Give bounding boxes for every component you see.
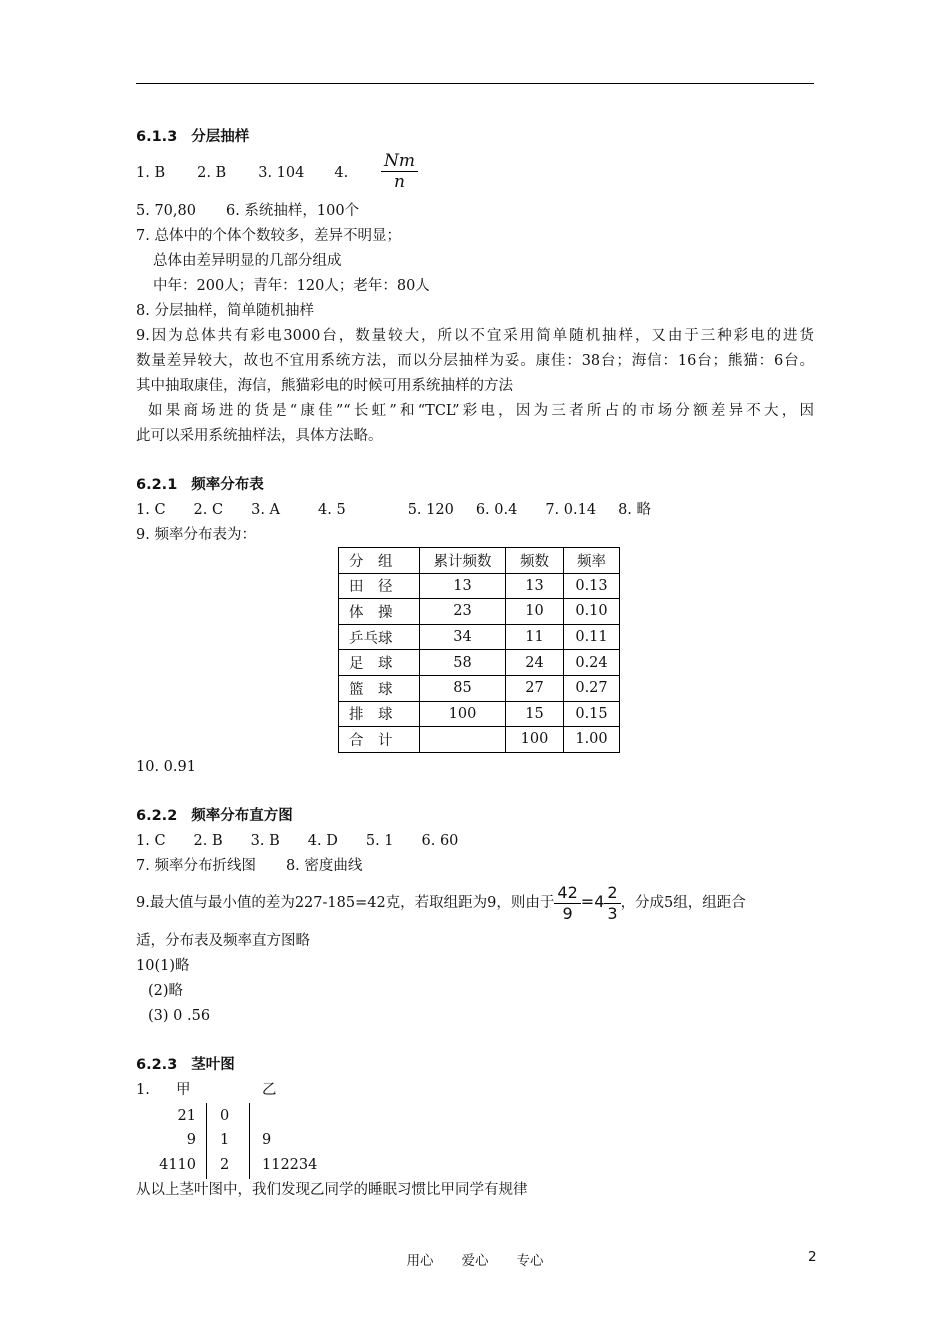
table-row	[339, 675, 620, 701]
answer-7: 7. 0.14	[545, 502, 597, 518]
leaf-left: 4110	[159, 1157, 196, 1173]
page-number: 2	[808, 1249, 817, 1265]
stem-right-divider	[249, 1103, 250, 1179]
table-cell: 篮 球	[339, 675, 420, 701]
table-cell: 0.27	[564, 675, 620, 701]
answer-1: 1. B	[136, 165, 166, 181]
table-cell: 100	[506, 727, 564, 753]
answer-1: 1. C	[136, 502, 166, 518]
answer-9-label: 9. 频率分布表为：	[136, 527, 256, 543]
header-cell: 频率	[564, 548, 620, 574]
footer-item: 爱心	[461, 1253, 489, 1269]
header-rule	[136, 83, 814, 84]
answer-7: 7. 频率分布折线图	[136, 858, 256, 874]
section-number: 6.2.1	[136, 477, 178, 493]
section-6-1-3-heading	[136, 127, 249, 147]
answer-3: 3. B	[250, 833, 280, 849]
answer-2: 2. B	[193, 833, 223, 849]
leaf-left: 21	[177, 1108, 196, 1124]
leaf-right: 112234	[262, 1157, 318, 1173]
table-cell: 体 操	[339, 599, 420, 625]
footer-item: 用心	[406, 1253, 434, 1269]
answer-4: 4. D	[307, 833, 338, 849]
answer-3: 3. A	[251, 502, 281, 518]
leaf-right: 9	[262, 1132, 272, 1148]
table-row	[339, 650, 620, 676]
section-number: 6.2.3	[136, 1057, 178, 1073]
table-cell: 合 计	[339, 727, 420, 753]
equals-four: =4	[580, 892, 605, 911]
table-row	[339, 727, 620, 753]
table-row	[339, 701, 620, 727]
answer-line-1-8	[136, 500, 651, 520]
fraction-denominator: 9	[562, 903, 573, 923]
answer-4-label: 4.	[334, 165, 349, 181]
answer-9-line-1: 9.因为总体共有彩电3000台，数量较大，所以不宜采用简单随机抽样，又由于三种彩电的进货	[136, 328, 814, 344]
table-cell: 0.24	[564, 650, 620, 676]
section-title: 频率分布直方图	[191, 808, 293, 824]
table-cell: 田 径	[339, 573, 420, 599]
table-cell: 13	[506, 573, 564, 599]
answer-9-line-2: 适，分布表及频率直方图略	[136, 933, 310, 949]
stem-leaf-header	[136, 1080, 150, 1100]
answer-line-5-6	[136, 201, 359, 221]
section-title: 频率分布表	[191, 477, 264, 493]
table-cell: 13	[420, 573, 506, 599]
section-number: 6.1.3	[136, 129, 178, 145]
question-number: 1.	[136, 1082, 150, 1098]
answer-9-line-1	[136, 882, 746, 924]
answer-5: 5. 120	[407, 502, 454, 518]
table-cell: 15	[506, 701, 564, 727]
footer-item: 专心	[516, 1253, 544, 1269]
leaf-left: 9	[186, 1132, 196, 1148]
label-jia: 甲	[176, 1082, 191, 1098]
table-cell: 23	[420, 599, 506, 625]
table-cell: 0.11	[564, 624, 620, 650]
stem-leaf-plot	[136, 1103, 536, 1179]
answer-2: 2. C	[193, 502, 224, 518]
answer-10-1: 10(1)略	[136, 958, 190, 974]
table-cell: 10	[506, 599, 564, 625]
table-cell: 1.00	[564, 727, 620, 753]
answer-line-7-8	[136, 856, 362, 876]
answer-10-3: (3) 0 .56	[148, 1008, 211, 1024]
table-header-row	[339, 548, 620, 574]
table-cell: 足 球	[339, 650, 420, 676]
label-yi: 乙	[262, 1082, 277, 1098]
fraction-numerator: Nm	[381, 151, 418, 172]
answer-8: 8. 略	[618, 502, 652, 518]
table-cell	[420, 727, 506, 753]
answer-10-2: (2)略	[148, 983, 184, 999]
fraction-denominator: n	[394, 172, 405, 192]
header-cell: 分 组	[339, 548, 420, 574]
table-row	[339, 624, 620, 650]
section-title: 茎叶图	[191, 1057, 235, 1073]
stem-leaf-conclusion: 从以上茎叶图中，我们发现乙同学的睡眠习惯比甲同学有规律	[136, 1182, 528, 1198]
section-6-2-1-heading	[136, 475, 264, 495]
answer-9-line-4: 如果商场进的货是“康佳”“长虹”和“TCL”彩电，因为三者所占的市场分额差异不大，因	[148, 403, 814, 419]
fraction-42-over-9	[554, 883, 580, 924]
table-row	[339, 599, 620, 625]
answer-5: 5. 1	[365, 833, 394, 849]
stem-value: 2	[220, 1157, 230, 1173]
answer-5: 5. 70,80	[136, 203, 196, 219]
frequency-table	[338, 547, 620, 753]
answer-4: 4. 5	[318, 502, 346, 518]
stem-value: 1	[220, 1132, 230, 1148]
table-row	[339, 573, 620, 599]
table-cell: 85	[420, 675, 506, 701]
fraction-nm-over-n	[381, 151, 418, 192]
answer-7-line-2: 总体由差异明显的几部分组成	[153, 253, 342, 269]
section-6-2-3-heading	[136, 1055, 235, 1075]
answer-7: 7. 总体中的个体个数较多，差异不明显；	[136, 228, 401, 244]
table-cell: 100	[420, 701, 506, 727]
fraction-2-over-3	[604, 883, 620, 924]
fraction-numerator: 2	[604, 883, 620, 904]
section-6-2-2-heading	[136, 806, 293, 826]
answer-8: 8. 分层抽样，简单随机抽样	[136, 303, 314, 319]
table-cell: 排 球	[339, 701, 420, 727]
answer-9-line-3: 其中抽取康佳，海信，熊猫彩电的时候可用系统抽样的方法	[136, 378, 513, 394]
table-cell: 24	[506, 650, 564, 676]
table-cell: 乒乓球	[339, 624, 420, 650]
answer-9-text-tail: ，分成5组，组距合	[620, 895, 746, 911]
answer-line-1-6	[136, 831, 458, 851]
answer-9-text: 9.最大值与最小值的差为227-185=42克，若取组距为9，则由于	[136, 895, 555, 911]
section-number: 6.2.2	[136, 808, 178, 824]
table-cell: 0.13	[564, 573, 620, 599]
answer-3: 3. 104	[258, 165, 305, 181]
answer-6: 6. 系统抽样，100个	[225, 203, 360, 219]
answer-6: 6. 0.4	[475, 502, 518, 518]
stem-value: 0	[220, 1108, 230, 1124]
table-cell: 34	[420, 624, 506, 650]
answer-10: 10. 0.91	[136, 759, 196, 775]
stem-left-divider	[206, 1103, 207, 1179]
fraction-denominator: 3	[607, 903, 618, 923]
header-cell: 频数	[506, 548, 564, 574]
answer-8: 8. 密度曲线	[285, 858, 363, 874]
table-cell: 27	[506, 675, 564, 701]
table-cell: 0.15	[564, 701, 620, 727]
answer-1: 1. C	[136, 833, 166, 849]
answer-9-line-2: 数量差异较大，故也不宜用系统方法，而以分层抽样为妥。康佳：38台；海信：16台；熊猫：6台。	[136, 353, 814, 369]
fraction-numerator: 42	[554, 883, 580, 904]
answer-9-line-5: 此可以采用系统抽样法，具体方法略。	[136, 428, 383, 444]
section-title: 分层抽样	[191, 129, 250, 145]
answer-6: 6. 60	[421, 833, 459, 849]
answer-2: 2. B	[197, 165, 227, 181]
header-cell: 累计频数	[420, 548, 506, 574]
table-cell: 11	[506, 624, 564, 650]
answer-line-1-4	[136, 163, 348, 183]
table-cell: 58	[420, 650, 506, 676]
table-cell: 0.10	[564, 599, 620, 625]
answer-7-line-3: 中年：200人；青年：120人；老年：80人	[153, 278, 430, 294]
